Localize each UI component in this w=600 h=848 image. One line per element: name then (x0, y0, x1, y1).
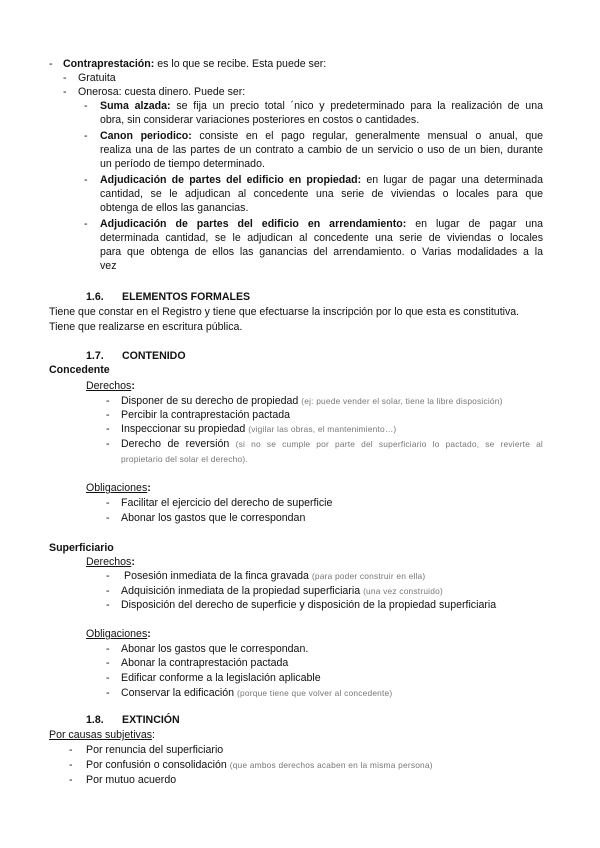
concedente-reversion-line1 (121, 438, 543, 451)
item-text: Inspeccionar su propiedad (121, 423, 246, 435)
colon: : (131, 380, 135, 392)
causas-subjetivas-text: Por causas subjetivas (49, 729, 153, 741)
bullet-dash: - (106, 497, 110, 509)
adj-propiedad-line2: cantidad, se le adjudican al concedente una serie de viviendas o locales para que (100, 188, 543, 200)
item-text: Por confusión o consolidación (86, 759, 227, 771)
concedente-derecho-item (121, 395, 503, 408)
adj-arrendamiento-line4: vez (100, 260, 117, 272)
superficiario-obligacion-item: Edificar conforme a la legislación aplicable (121, 672, 321, 684)
suma-alzada-text: se fija un precio total ´nico y predeterminado para la realización de una (176, 100, 543, 112)
extincion-item (86, 759, 433, 772)
bullet-dash: - (84, 218, 88, 230)
item-onerosa: Onerosa: cuesta dinero. Puede ser: (78, 86, 246, 98)
contraprestacion-line (63, 58, 326, 71)
bullet-dash: - (106, 395, 110, 407)
concedente-obligacion-item: Abonar los gastos que le correspondan (121, 512, 306, 524)
formales-line2: Tiene que realizarse en escritura pública. (49, 321, 243, 333)
bullet-dash: - (106, 423, 110, 435)
canon-line2: realiza una de las partes de un contrato a cambio de un servicio o uso de un bien, durante (100, 144, 543, 156)
term-canon-periodico: Canon periodico: (100, 130, 192, 142)
concedente-reversion-line2: propietario del solar el derecho). (121, 454, 248, 464)
item-text: Disponer de su derecho de propiedad (121, 395, 299, 407)
heading-1-6-number: 1.6. (86, 291, 104, 303)
bullet-dash: - (106, 643, 110, 655)
adj-propiedad-text: en lugar de pagar una determinada (366, 174, 543, 186)
concedente-derecho-item (121, 423, 396, 436)
colon: : (147, 482, 151, 494)
bullet-dash: - (106, 672, 110, 684)
bullet-dash: - (63, 86, 67, 98)
superficiario-derecho-item (121, 585, 443, 598)
adj-arrendamiento-line1 (100, 218, 543, 231)
bullet-dash: - (84, 130, 88, 142)
formales-line1: Tiene que constar en el Registro y tiene que efectuarse la inscripción por lo que esta es constitutiva. (49, 306, 520, 318)
bullet-dash: - (106, 687, 110, 699)
heading-1-8-title: EXTINCIÓN (122, 714, 180, 726)
derechos-label-text: Derechos (86, 556, 132, 568)
contraprestacion-intro: es lo que se recibe. Esta puede ser: (157, 58, 327, 70)
suma-alzada-line1 (100, 100, 543, 113)
heading-1-7-number: 1.7. (86, 350, 104, 362)
colon: : (147, 628, 151, 640)
item-note: (una vez construido) (363, 586, 443, 596)
heading-1-7-title: CONTENIDO (122, 350, 186, 362)
extincion-item: Por renuncia del superficiario (86, 744, 224, 756)
heading-1-8-number: 1.8. (86, 714, 104, 726)
concedente-obligacion-item: Facilitar el ejercicio del derecho de superficie (121, 497, 333, 509)
item-note: (si no se cumple por parte del superficiario lo pactado, se revierte al (235, 439, 543, 449)
item-note: (vigilar las obras, el mantenimiento…) (248, 424, 397, 434)
superficiario-derecho-item (121, 599, 496, 612)
bullet-dash: - (69, 744, 73, 756)
term-contraprestacion: Contraprestación: (63, 58, 155, 70)
bullet-dash: - (69, 774, 73, 786)
superficiario-obligacion-item: Abonar los gastos que le correspondan. (121, 643, 309, 655)
item-text: Disposición del derecho de superficie y disposición de la propiedad superficiaria (121, 599, 497, 611)
superficiario-obligacion-item: Abonar la contraprestación pactada (121, 657, 289, 669)
concedente-heading: Concedente (49, 364, 110, 376)
suma-alzada-line2: obra, sin considerar variaciones posteriores en costos o cantidades. (100, 114, 420, 126)
term-suma-alzada: Suma alzada: (100, 100, 171, 112)
canon-line3: un período de tiempo determinado. (100, 158, 265, 170)
extincion-item: Por mutuo acuerdo (86, 774, 177, 786)
concedente-derecho-item (121, 409, 290, 422)
item-text: Posesión inmediata de la finca gravada (124, 570, 309, 582)
canon-text: consiste en el pago regular, generalmente mensual o anual, que (199, 130, 543, 142)
item-note: (porque tiene que volver al concedente) (237, 688, 393, 698)
canon-line1 (100, 130, 543, 143)
colon: : (131, 556, 135, 568)
item-note: (que ambos derechos acaben en la misma persona) (229, 760, 433, 770)
causas-subjetivas-label (49, 729, 155, 742)
adj-propiedad-line3: obtenga de ellos las ganancias. (100, 202, 249, 214)
adj-arrendamiento-line2: determinada cantidad, se le adjudican al concedente una serie de viviendas o locales (100, 232, 543, 244)
superficiario-obligacion-item (121, 687, 392, 700)
item-text: Adquisición inmediata de la propiedad superficiaria (121, 585, 361, 597)
adj-arrendamiento-text: en lugar de pagar una (415, 218, 543, 230)
superficiario-derecho-item (124, 570, 425, 583)
bullet-dash: - (106, 409, 110, 421)
superficiario-derechos-label (86, 556, 135, 569)
adj-arrendamiento-line3: para que obtenga de ellos las ganancias del arrendamiento. o Varias modalidades a la (100, 246, 543, 258)
bullet-dash: - (106, 512, 110, 524)
bullet-dash: - (106, 438, 110, 450)
item-note: (para poder construir en ella) (311, 571, 426, 581)
item-text: Conservar la edificación (121, 687, 235, 699)
derechos-label-text: Derechos (86, 380, 132, 392)
bullet-dash: - (106, 570, 110, 582)
term-adj-propiedad: Adjudicación de partes del edificio en propiedad: (100, 174, 362, 186)
adj-propiedad-line1 (100, 174, 543, 187)
bullet-dash: - (69, 759, 73, 771)
bullet-dash: - (106, 657, 110, 669)
item-text: Derecho de reversión (121, 438, 230, 450)
obligaciones-label-text: Obligaciones (86, 482, 148, 494)
bullet-dash: - (84, 100, 88, 112)
bullet-dash: - (84, 174, 88, 186)
bullet-dash: - (49, 58, 53, 70)
concedente-derechos-label (86, 380, 135, 393)
term-adj-arrendamiento: Adjudicación de partes del edificio en arrendamiento: (100, 218, 407, 230)
bullet-dash: - (106, 585, 110, 597)
item-gratuita: Gratuita (78, 72, 116, 84)
bullet-dash: - (106, 599, 110, 611)
heading-1-6-title: ELEMENTOS FORMALES (122, 291, 251, 303)
superficiario-heading: Superficiario (49, 542, 114, 554)
colon: : (152, 729, 155, 741)
item-text: Percibir la contraprestación pactada (121, 409, 291, 421)
concedente-obligaciones-label (86, 482, 151, 495)
superficiario-obligaciones-label (86, 628, 151, 641)
item-note: (ej: puede vender el solar, tiene la libre disposición) (301, 396, 503, 406)
obligaciones-label-text: Obligaciones (86, 628, 148, 640)
bullet-dash: - (63, 72, 67, 84)
